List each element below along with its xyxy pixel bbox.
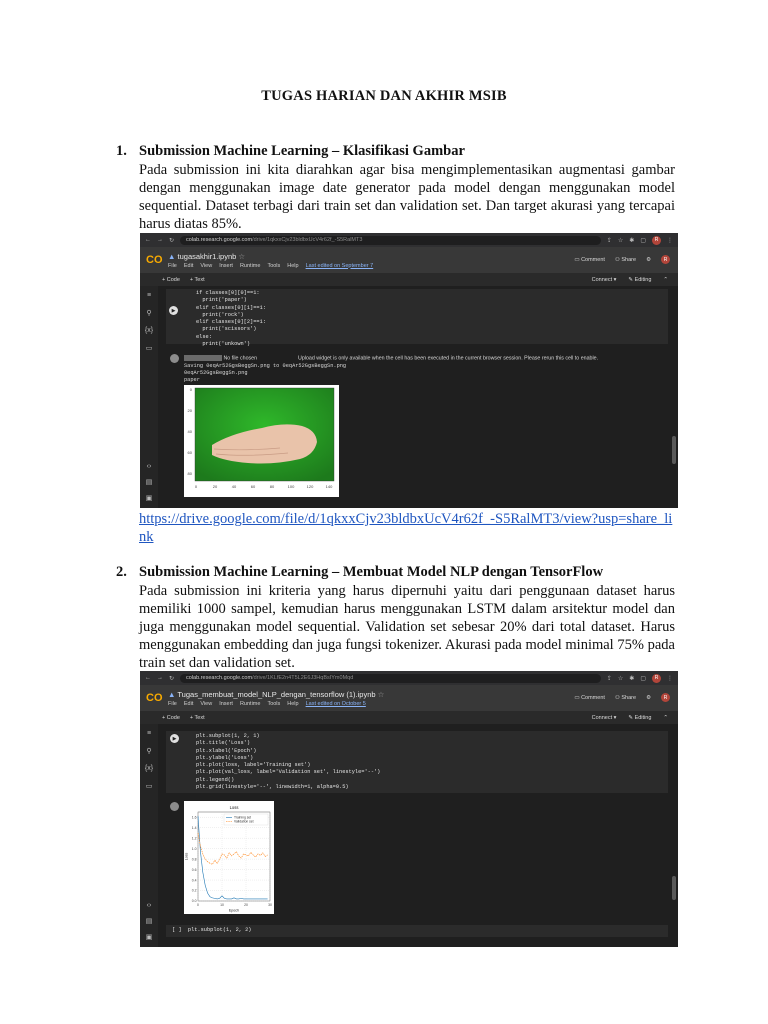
y-tick: 40 <box>187 429 192 434</box>
menu-insert[interactable]: Insert <box>219 700 233 707</box>
x-axis-label: Epoch <box>228 908 240 913</box>
choose-files-button[interactable] <box>184 355 222 361</box>
menu-icon[interactable]: ⋮ <box>667 675 673 682</box>
loss-chart-svg <box>184 801 274 914</box>
add-code-button[interactable]: + Code <box>162 714 180 721</box>
last-edited-link[interactable]: Last edited on September 7 <box>305 262 374 269</box>
toc-icon[interactable]: ≡ <box>146 292 152 299</box>
code-line: print('unkown') <box>196 341 251 348</box>
colab-screenshot-2 <box>140 671 678 947</box>
notebook-filename[interactable]: ▲ Tugas_membuat_model_NLP_dengan_tensorflow (1).ipynb ☆ <box>168 689 385 699</box>
files-icon[interactable]: ▭ <box>145 345 153 352</box>
menu-icon[interactable]: ⋮ <box>667 237 673 244</box>
menu-view[interactable]: View <box>200 262 213 269</box>
x-tick: 40 <box>231 484 237 489</box>
y-tick-label: 0.0 <box>191 899 197 904</box>
star-icon[interactable]: ☆ <box>617 675 624 682</box>
y-axis-label: Loss <box>184 852 189 861</box>
x-tick: 60 <box>250 484 256 489</box>
y-tick-label: 1.0 <box>191 846 197 851</box>
x-tick-label: 30 <box>268 903 272 907</box>
scrollbar[interactable] <box>672 876 676 900</box>
plot-area <box>198 812 270 901</box>
code-line: plt.legend() <box>196 776 235 783</box>
menu-tools[interactable]: Tools <box>267 700 281 707</box>
image-plot <box>184 385 339 497</box>
menu-tools[interactable]: Tools <box>267 262 281 269</box>
x-tick: 140 <box>325 484 333 489</box>
section-1-number: 1. <box>116 143 127 159</box>
code-snippets-icon[interactable]: ‹› <box>146 463 152 470</box>
loss-chart <box>184 801 274 914</box>
y-tick-label: 0.2 <box>191 888 197 893</box>
code-snippets-icon[interactable]: ‹› <box>146 902 152 909</box>
share-button[interactable]: ⚇ Share <box>614 256 637 263</box>
editing-button[interactable]: ✎ Editing <box>628 276 652 283</box>
star-icon[interactable]: ☆ <box>238 251 246 261</box>
x-tick-label: 20 <box>244 903 248 907</box>
output-line: 0eqAr52GgsBeggSn.png <box>184 370 248 376</box>
menu-bar <box>168 701 384 707</box>
page-title: TUGAS HARIAN DAN AKHIR MSIB <box>261 88 507 104</box>
pencil-icon: ✎ <box>628 714 635 721</box>
code-line: plt.subplot(1, 2, 1) <box>196 733 260 739</box>
code-cell-1[interactable] <box>166 289 668 348</box>
y-tick: 0 <box>189 387 192 392</box>
files-icon[interactable]: ▭ <box>145 783 153 790</box>
colab-avatar[interactable]: R <box>661 693 670 702</box>
collapse-icon[interactable]: ⌃ <box>663 276 668 283</box>
menu-file[interactable]: File <box>168 700 177 707</box>
forward-icon[interactable]: → <box>157 675 163 681</box>
scrollbar[interactable] <box>672 436 676 464</box>
share-icon[interactable]: ⇪ <box>606 675 612 682</box>
output-line: paper <box>184 377 200 383</box>
settings-icon[interactable]: ⚙ <box>646 256 651 263</box>
comment-icon: ▭ <box>574 256 582 263</box>
code-line: print('paper') <box>196 297 247 304</box>
code-line: plt.plot(loss, label='Training set') <box>196 762 311 769</box>
command-palette-icon[interactable]: ▤ <box>145 479 153 486</box>
left-sidebar <box>140 286 158 508</box>
code-cell-2[interactable] <box>166 925 668 937</box>
code-line: plt.title('Loss') <box>196 740 251 747</box>
left-sidebar <box>140 724 158 947</box>
menu-edit[interactable]: Edit <box>183 262 194 269</box>
star-icon[interactable]: ☆ <box>377 689 385 699</box>
variables-icon[interactable]: {x} <box>144 327 154 334</box>
code-line: [ ] plt.subplot(1, 2, 2) <box>172 927 252 933</box>
extension-icon[interactable]: ✱ <box>629 237 635 244</box>
x-tick: 20 <box>212 484 218 489</box>
settings-icon[interactable]: ⚙ <box>646 694 651 701</box>
upload-message: Upload widget is only available when the cell has been executed in the current browser session. Please rerun this cell to enable. <box>298 355 599 362</box>
code-line: else: <box>196 333 212 340</box>
code-cell-1[interactable] <box>166 731 668 793</box>
run-cell-icon[interactable]: ▶ <box>169 306 178 315</box>
address-bar[interactable]: colab.research.google.com /drive/1KLfE2n4T5L2E6J3HqBsIYm0Mqd <box>180 674 601 683</box>
comment-button[interactable]: ▭ Comment <box>574 256 605 263</box>
chart-title: Loss <box>229 805 239 810</box>
legend-label: Validation set <box>234 819 254 824</box>
section-2-number: 2. <box>116 564 127 580</box>
output-line: Saving 0eqAr52GgsBeggSn.png to 0eqAr52GgsBeggSn.png <box>184 363 347 369</box>
menu-help[interactable]: Help <box>287 700 299 707</box>
toc-icon[interactable]: ≡ <box>146 730 152 737</box>
drive-icon: ▲ <box>168 251 178 261</box>
colab-logo: CO <box>146 692 163 704</box>
code-line: if classes[0][0]==1: <box>196 290 260 296</box>
comment-icon: ▭ <box>574 694 582 701</box>
y-tick: 20 <box>187 408 192 413</box>
menu-help[interactable]: Help <box>287 262 299 269</box>
code-line: print('rock') <box>196 311 244 318</box>
output-icon <box>170 354 179 363</box>
image-plot-svg <box>184 385 339 497</box>
x-tick: 0 <box>194 484 198 489</box>
colab-logo: CO <box>146 254 163 266</box>
code-line: elif classes[0][2]==1: <box>196 319 266 326</box>
x-tick: 100 <box>287 484 295 489</box>
y-tick-label: 0.8 <box>191 857 197 862</box>
code-line: plt.grid(linestyle='--', linewidth=1, alpha=0.5) <box>196 784 349 791</box>
editing-button[interactable]: ✎ Editing <box>628 714 652 721</box>
command-palette-icon[interactable]: ▤ <box>145 918 153 925</box>
code-line: print('scissors') <box>196 326 257 333</box>
y-tick-label: 1.4 <box>191 825 197 830</box>
y-tick-label: 1.2 <box>191 836 197 841</box>
reload-icon[interactable]: ↻ <box>169 675 175 682</box>
legend-label: Training set <box>234 815 252 820</box>
y-tick: 60 <box>187 450 192 455</box>
search-icon[interactable]: ⚲ <box>146 748 152 755</box>
notebook-toolbar <box>140 273 678 286</box>
connect-button[interactable]: Connect ▾ <box>591 276 617 283</box>
x-tick: 120 <box>306 484 314 489</box>
y-tick-label: 0.6 <box>191 867 197 872</box>
add-code-button[interactable]: + Code <box>162 276 180 283</box>
profile-avatar[interactable]: R <box>652 236 661 245</box>
pencil-icon: ✎ <box>628 276 635 283</box>
address-bar[interactable]: colab.research.google.com /drive/1qkxxCjv23bldbxUcV4r62f_-S5RalMT3 <box>180 236 601 245</box>
share-button[interactable]: ⚇ Share <box>614 694 637 701</box>
colab-screenshot-1 <box>140 233 678 508</box>
terminal-icon[interactable]: ▣ <box>145 495 153 502</box>
people-icon: ⚇ <box>614 694 622 701</box>
extension-icon[interactable]: ✱ <box>629 675 635 682</box>
y-tick: 80 <box>187 471 192 476</box>
drive-icon: ▲ <box>168 689 178 699</box>
colab-header <box>140 247 678 273</box>
code-line: plt.ylabel('Loss') <box>196 754 254 761</box>
browser-toolbar <box>140 233 678 247</box>
terminal-icon[interactable]: ▣ <box>145 934 153 941</box>
y-tick-label: 0.4 <box>191 878 197 883</box>
share-icon[interactable]: ⇪ <box>606 237 612 244</box>
section-1-paragraph: Pada submission ini kita diarahkan agar bisa mengimplementasikan augmentasi gambar dengan menggunakan image date generator pada model dengan menggunakan model sequential. Dataset terbagi dari train set dan validation set. Dan target akurasi yang tercapai harus diatas 85%. <box>139 162 675 232</box>
code-line: elif classes[0][1]==1: <box>196 304 266 311</box>
menu-file[interactable]: File <box>168 262 177 269</box>
code-line: plt.xlabel('Epoch') <box>196 747 257 754</box>
forward-icon[interactable]: → <box>157 237 163 243</box>
last-edited-link[interactable]: Last edited on October 5 <box>305 700 366 707</box>
back-icon[interactable]: ← <box>145 237 151 243</box>
reload-icon[interactable]: ↻ <box>169 237 175 244</box>
code-line: plt.plot(val_loss, label='Validation set', linestyle='--') <box>196 769 381 776</box>
section-2-paragraph: Pada submission ini kriteria yang harus dipernuhi yaitu dari penggunaan dataset harus memiliki 1000 sampel, kemudian harus menggunakan LSTM dalam arsitektur model dan juga menggunakan model sequential. Validation set sebesar 20% dari total dataset. Harus menggunakan embedding dan juga fungsi tokenizer. Akurasi pada model minimal 75% pada train set dan validation set. <box>139 583 675 671</box>
profile-avatar[interactable]: R <box>652 674 661 683</box>
x-tick: 80 <box>269 484 275 489</box>
star-icon[interactable]: ☆ <box>617 237 624 244</box>
section-2-title: Submission Machine Learning – Membuat Model NLP dengan TensorFlow <box>139 564 604 580</box>
section-1-title: Submission Machine Learning – Klasifikasi Gambar <box>139 143 465 159</box>
notebook-filename[interactable]: ▲ tugasakhir1.ipynb ☆ <box>168 251 246 261</box>
add-text-button[interactable]: + Text <box>189 276 205 283</box>
x-tick-label: 10 <box>220 903 224 907</box>
menu-bar <box>168 263 373 269</box>
collapse-icon[interactable]: ⌃ <box>663 714 668 721</box>
variables-icon[interactable]: {x} <box>144 765 154 772</box>
y-tick-label: 1.6 <box>191 815 197 820</box>
section-1-drive-link[interactable]: https://drive.google.com/file/d/1qkxxCjv23bldbxUcV4r62f_-S5RalMT3/view?usp=share_link <box>139 511 673 545</box>
no-file-text: No file chosen <box>223 355 258 362</box>
back-icon[interactable]: ← <box>145 675 151 681</box>
run-cell-icon[interactable]: ▶ <box>170 734 179 743</box>
comment-button[interactable]: ▭ Comment <box>574 694 605 701</box>
upload-widget <box>184 355 598 361</box>
connect-button[interactable]: Connect ▾ <box>591 714 617 721</box>
x-tick-label: 0 <box>197 903 199 907</box>
menu-runtime[interactable]: Runtime <box>239 262 261 269</box>
notebook-toolbar <box>140 711 678 724</box>
sidebar-icon[interactable]: ▢ <box>640 237 646 244</box>
output-icon <box>170 802 179 811</box>
people-icon: ⚇ <box>614 256 622 263</box>
sidebar-icon[interactable]: ▢ <box>640 675 646 682</box>
menu-runtime[interactable]: Runtime <box>239 700 261 707</box>
menu-insert[interactable]: Insert <box>219 262 233 269</box>
search-icon[interactable]: ⚲ <box>146 310 152 317</box>
add-text-button[interactable]: + Text <box>189 714 205 721</box>
colab-header <box>140 685 678 711</box>
menu-edit[interactable]: Edit <box>183 700 194 707</box>
colab-avatar[interactable]: R <box>661 255 670 264</box>
browser-toolbar <box>140 671 678 685</box>
menu-view[interactable]: View <box>200 700 213 707</box>
